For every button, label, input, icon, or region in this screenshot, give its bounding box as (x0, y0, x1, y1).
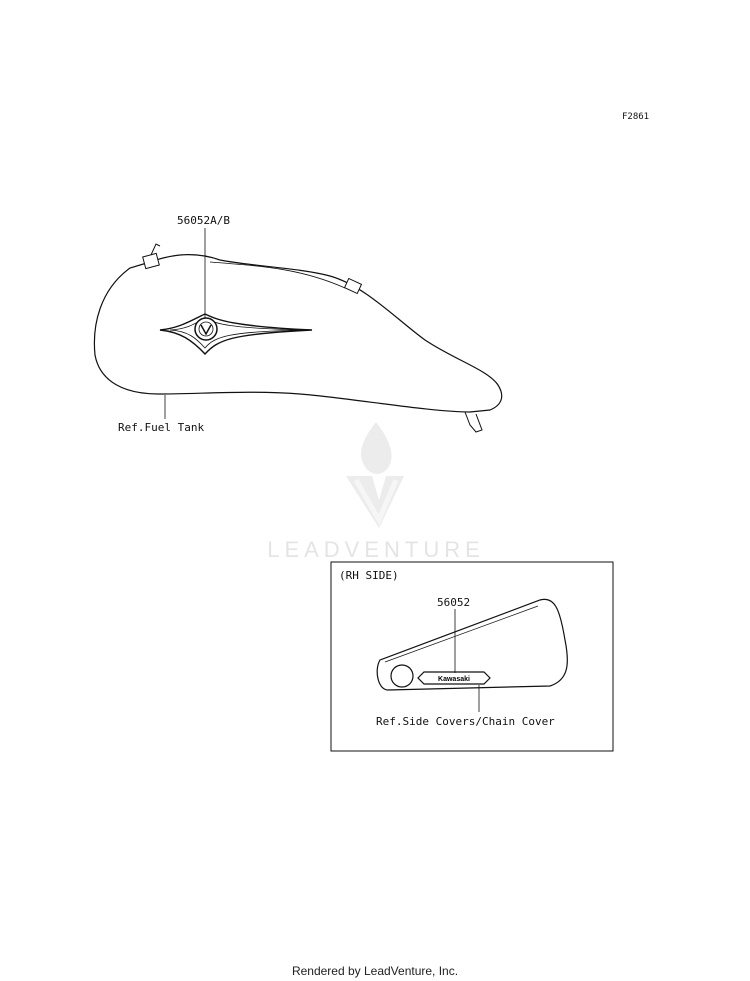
side-cover-part-number[interactable]: 56052 (437, 596, 471, 609)
tank-emblem-icon (160, 314, 312, 354)
watermark-text: LEADVENTURE (267, 537, 485, 562)
kawasaki-badge-icon (418, 672, 490, 684)
figure-code: F2861 (622, 112, 650, 122)
tank-emblem-part-number[interactable]: 56052A/B (177, 214, 230, 227)
fuel-tank-reference: Ref.Fuel Tank (118, 421, 205, 434)
badge-text: Kawasaki (438, 676, 470, 683)
side-cover-reference: Ref.Side Covers/Chain Cover (376, 715, 555, 728)
footer-credit: Rendered by LeadVenture, Inc. (291, 964, 459, 978)
inset-title: (RH SIDE) (339, 569, 399, 582)
fuel-tank-outline (94, 255, 501, 412)
